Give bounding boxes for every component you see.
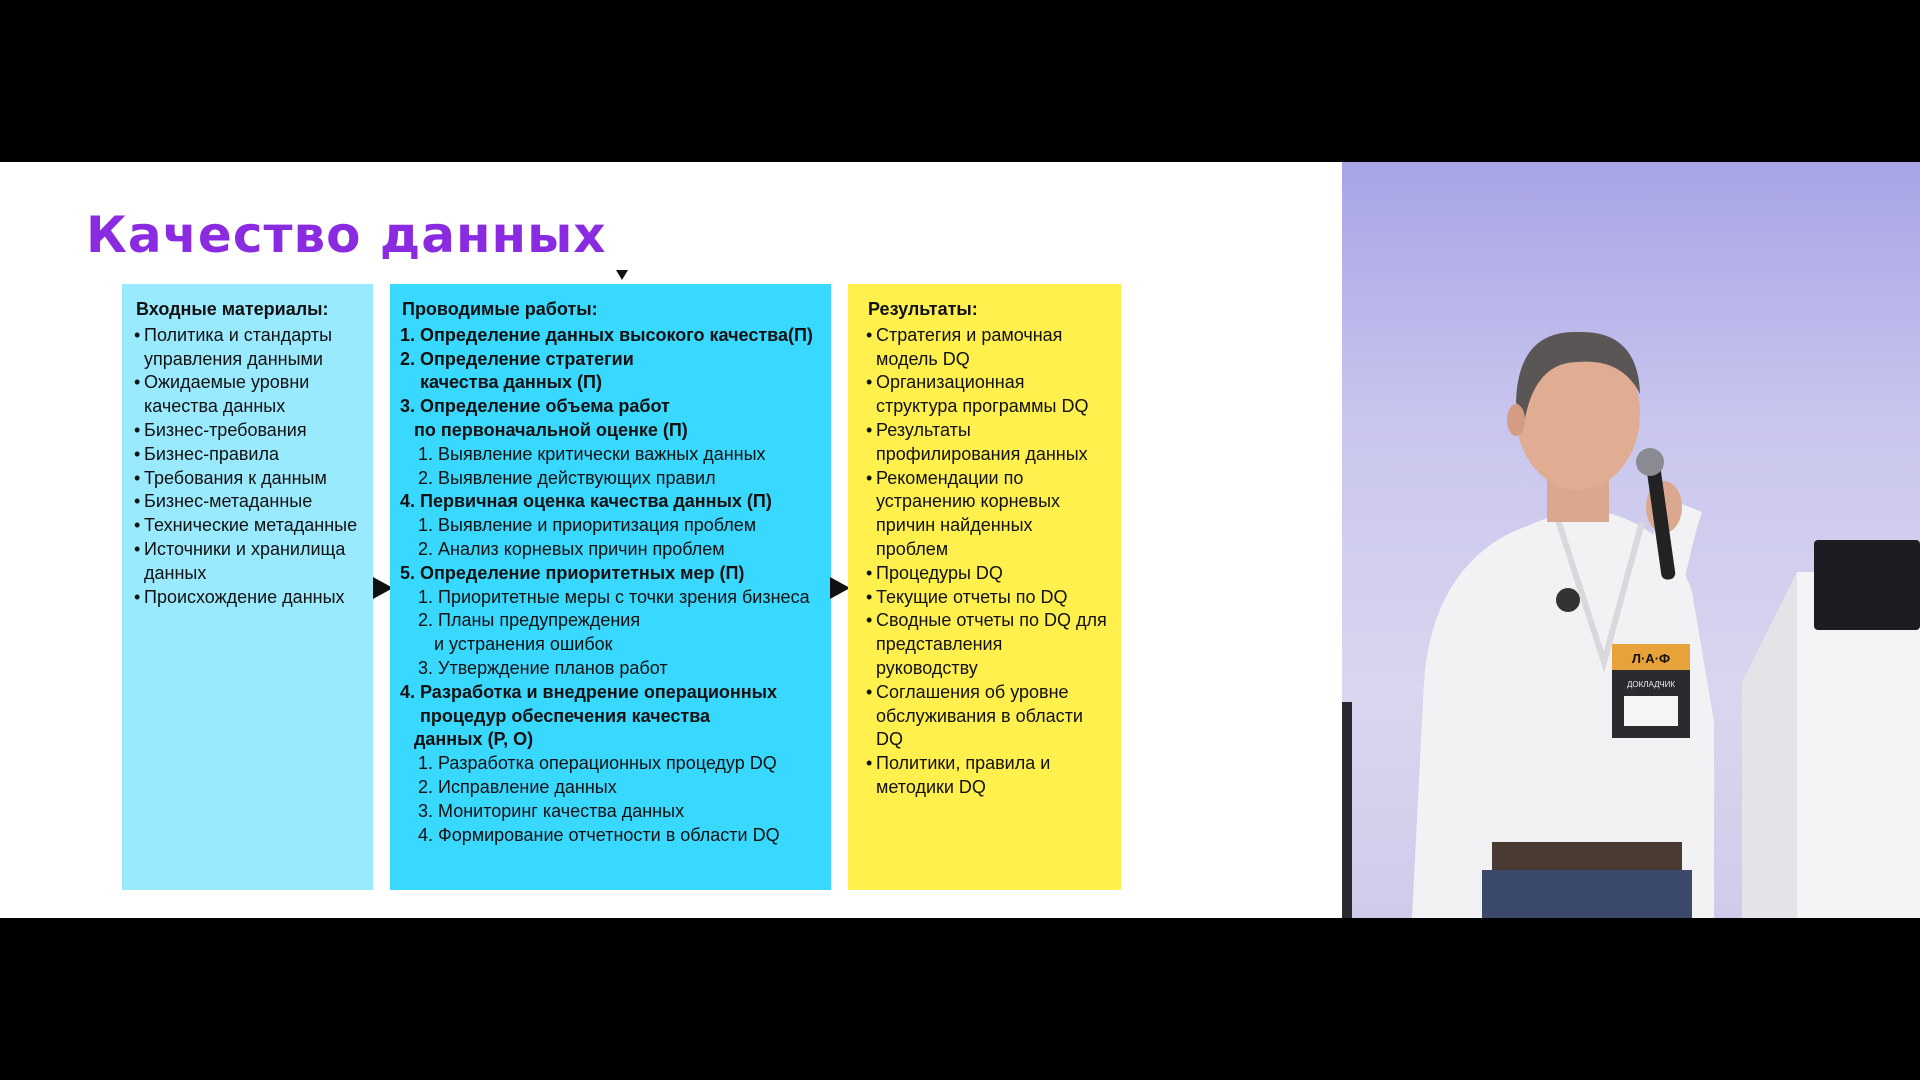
step-item: 4. Разработка и внедрение операционных процедур обеспечения качества данных (Р, О) — [400, 681, 778, 750]
substep-item: 2. Планы предупреждения — [418, 610, 641, 631]
works-heading: Проводимые работы: — [402, 299, 598, 319]
list-item: • Ожидаемые уровни качества данных — [134, 372, 310, 417]
list-item: • Текущие отчеты по DQ — [866, 586, 1068, 607]
badge-logo-text: Л·А·Ф — [1631, 651, 1671, 666]
results-panel — [848, 284, 1121, 890]
substep-item: 1. Выявление и приоритизация проблем — [418, 515, 757, 536]
list-item: • Стратегия и рамочная модель DQ — [866, 324, 1063, 369]
list-item: • Результаты профилирования данных — [866, 419, 1088, 464]
inputs-list — [134, 324, 361, 610]
substep-item: 2. Исправление данных — [418, 776, 617, 797]
belt-shape — [1492, 842, 1682, 872]
list-item: • Политики, правила и методики DQ — [866, 753, 1051, 797]
works-panel — [390, 284, 831, 890]
works-list — [400, 324, 819, 848]
list-item: • Технические метаданные — [134, 515, 358, 536]
results-list — [866, 324, 1109, 800]
list-item: • Бизнес-правила — [134, 443, 279, 464]
results-heading: Результаты: — [868, 299, 978, 319]
list-item: • Соглашения об уровне обслуживания в области DQ — [866, 681, 1083, 750]
substep-item: и устранения ошибок — [434, 634, 613, 655]
list-item: • Процедуры DQ — [866, 562, 1003, 583]
podium-side-shape — [1742, 572, 1797, 918]
doorframe-shape — [1342, 702, 1352, 918]
list-item: • Требования к данным — [134, 467, 327, 488]
jeans-shape — [1482, 870, 1692, 918]
step-item: 4. Первичная оценка качества данных (П) — [400, 491, 772, 512]
down-arrow-marker — [616, 270, 628, 280]
substep-item: 1. Приоритетные меры с точки зрения бизнеса — [418, 586, 810, 607]
substep-item: 1. Выявление критически важных данных — [418, 443, 766, 464]
inputs-panel — [122, 284, 373, 890]
substep-item: 2. Выявление действующих правил — [418, 467, 716, 488]
slide-title: Качество данных — [86, 206, 607, 264]
substep-item: 3. Мониторинг качества данных — [418, 800, 685, 821]
list-item: • Организационная структура программы DQ — [866, 372, 1089, 417]
substep-item: 4. Формирование отчетности в области DQ — [418, 824, 780, 845]
inputs-heading: Входные материалы: — [136, 299, 329, 319]
step-item: 3. Определение объема работ по первоначальной оценке (П) — [400, 396, 688, 440]
presentation-slide — [0, 162, 1342, 918]
substep-item: 3. Утверждение планов работ — [418, 657, 668, 678]
list-item: • Политика и стандарты управления данными — [134, 324, 333, 369]
step-item: 1. Определение данных высокого качества(П) — [400, 324, 813, 345]
list-item: • Бизнес-метаданные — [134, 491, 313, 512]
list-item: • Происхождение данных — [134, 586, 345, 607]
list-item: • Бизнес-требования — [134, 419, 307, 440]
list-item: • Источники и хранилища данных — [134, 538, 346, 583]
substep-item: 2. Анализ корневых причин проблем — [418, 538, 725, 559]
substep-item: 1. Разработка операционных процедур DQ — [418, 753, 777, 774]
list-item: • Сводные отчеты по DQ для представления руководству — [866, 610, 1107, 678]
badge-role-text: ДОКЛАДЧИК — [1626, 680, 1676, 689]
step-item: 2. Определение стратегии качества данных (П) — [400, 348, 634, 393]
speaker-video — [1342, 162, 1920, 918]
speaker-illustration — [1342, 162, 1920, 918]
list-item: • Рекомендации по устранению корневых причин найденных проблем — [866, 467, 1061, 559]
flow-arrow-icon — [830, 577, 850, 599]
step-item: 5. Определение приоритетных мер (П) — [400, 562, 745, 583]
monitor-shape — [1814, 540, 1920, 630]
